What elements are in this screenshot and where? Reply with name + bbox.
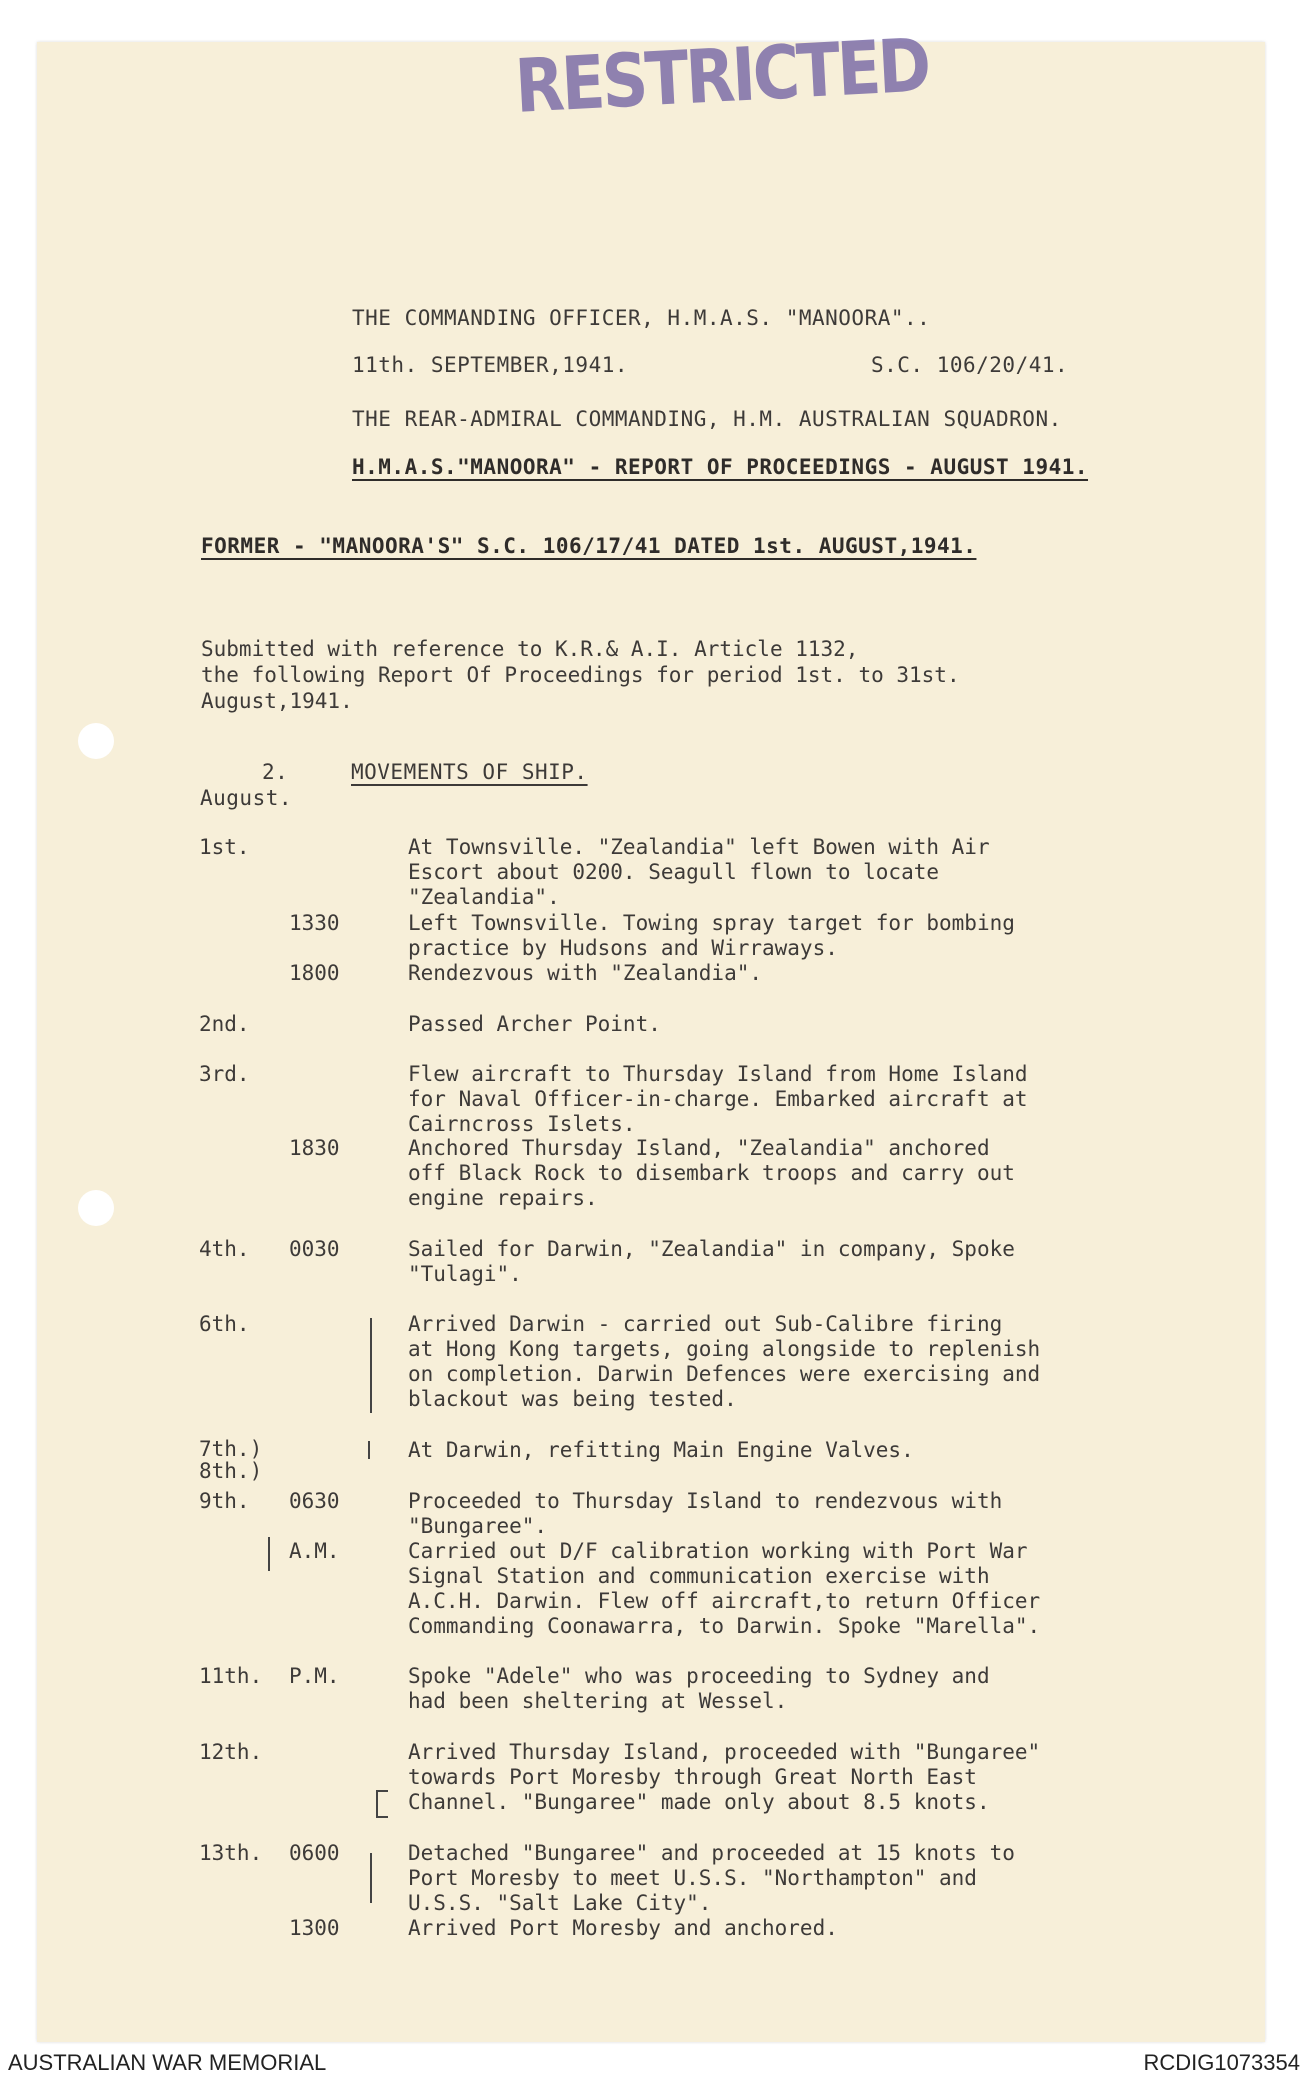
entry-text: Carried out D/F calibration working with Port War Signal Station and communication exercise with A.C.H. Darwin. Flew off aircraft,to return Officer Commanding Coonawarra, to Darwin. Spoke "Marella". [408,1539,1041,1638]
entry-text: Anchored Thursday Island, "Zealandia" anchored off Black Rock to disembark troops and carry out engine repairs. [408,1136,1015,1210]
entry-time: 1330 [289,911,340,935]
entry-time: 1830 [289,1136,340,1160]
entry-text: At Darwin, refitting Main Engine Valves. [408,1438,914,1462]
margin-mark [376,1790,388,1792]
margin-mark [368,1441,370,1459]
header-former: FORMER - "MANOORA'S" S.C. 106/17/41 DATED 1st. AUGUST,1941. [201,534,977,558]
margin-mark [370,1853,372,1903]
entry-text: Detached "Bungaree" and proceeded at 15 knots to Port Moresby to meet U.S.S. "Northampton" and U.S.S. "Salt Lake City". [408,1841,1015,1915]
entry-date: 3rd. [199,1062,250,1086]
entry-time: 1800 [289,961,340,985]
header-from: THE COMMANDING OFFICER, H.M.A.S. "MANOORA".. [352,306,931,330]
header-subject: H.M.A.S."MANOORA" - REPORT OF PROCEEDINGS - AUGUST 1941. [352,455,1089,479]
entry-text: Sailed for Darwin, "Zealandia" in company, Spoke "Tulagi". [408,1237,1015,1286]
restricted-stamp: RESTRICTED [513,23,931,131]
header-date: 11th. SEPTEMBER,1941. [352,353,629,377]
entry-time: A.M. [289,1539,340,1563]
entry-date: 4th. [199,1237,250,1261]
entry-text: Arrived Thursday Island, proceeded with "Bungaree" towards Port Moresby through Great North East Channel. "Bungaree" made only about 8.5 knots. [408,1740,1041,1814]
entry-text: Proceeded to Thursday Island to rendezvous with "Bungaree". [408,1489,1003,1538]
margin-mark [268,1537,270,1571]
entry-date: 1st. [199,835,250,859]
entry-text: Spoke "Adele" who was proceeding to Sydney and had been sheltering at Wessel. [408,1664,990,1713]
entry-time: P.M. [289,1664,340,1688]
entry-date: 7th.) 8th.) [199,1437,263,1483]
header-to: THE REAR-ADMIRAL COMMANDING, H.M. AUSTRALIAN SQUADRON. [352,407,1062,431]
entry-date: 9th. [199,1489,250,1513]
section-number: 2. [262,760,289,784]
entry-text: At Townsville. "Zealandia" left Bowen with Air Escort about 0200. Seagull flown to locate "Zealandia". [408,835,990,909]
punch-hole [78,1190,114,1226]
entry-time: 0600 [289,1841,340,1865]
intro-paragraph: Submitted with reference to K.R.& A.I. Article 1132, the following Report Of Proceedings for period 1st. to 31st. August,1941. [201,637,960,713]
entry-text: Left Townsville. Towing spray target for bombing practice by Hudsons and Wirraways. [408,911,1015,960]
entry-date: 11th. [199,1664,263,1688]
entry-text: Rendezvous with "Zealandia". [408,961,763,985]
section-title: MOVEMENTS OF SHIP. [351,760,588,784]
entry-text: Passed Archer Point. [408,1012,661,1036]
footer-archive-name: AUSTRALIAN WAR MEMORIAL [8,2050,327,2075]
entry-time: 1300 [289,1916,340,1940]
entry-date: 13th. [199,1841,263,1865]
section-month: August. [200,786,293,810]
entry-date: 2nd. [199,1012,250,1036]
margin-mark [376,1816,388,1818]
punch-hole [78,723,114,759]
header-ref: S.C. 106/20/41. [871,353,1069,377]
entry-text: Arrived Port Moresby and anchored. [408,1916,838,1940]
entry-date: 12th. [199,1740,263,1764]
entry-text: Arrived Darwin - carried out Sub-Calibre firing at Hong Kong targets, going alongside to replenish on completion. Darwin Defences were exercising and blackout was being tested. [408,1312,1041,1411]
entry-date: 6th. [199,1312,250,1336]
entry-time: 0630 [289,1489,340,1513]
footer-record-id: RCDIG1073354 [1143,2050,1300,2075]
margin-mark [370,1318,372,1413]
entry-text: Flew aircraft to Thursday Island from Home Island for Naval Officer-in-charge. Embarked aircraft at Cairncross Islets. [408,1062,1028,1136]
entry-time: 0030 [289,1237,340,1261]
margin-mark [376,1790,378,1818]
